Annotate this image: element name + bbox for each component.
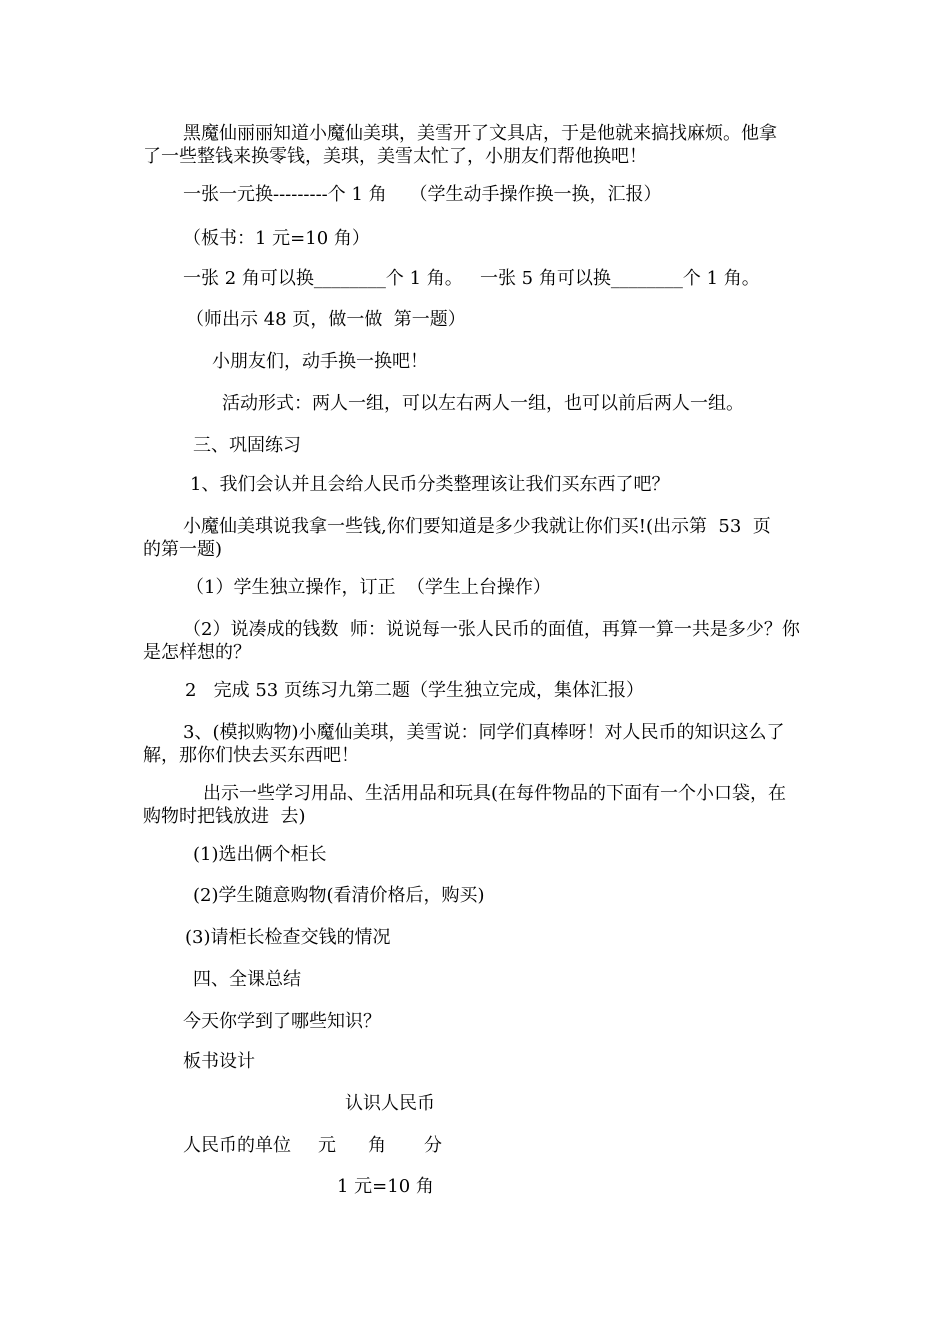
paragraph-meiqi-line-1: 小魔仙美琪说我拿一些钱,你们要知道是多少我就让你们买!(出示第 53 页	[183, 516, 771, 537]
board-unit-yuan: 元	[318, 1135, 336, 1156]
paragraph-show-items-line-2: 购物时把钱放进 去)	[143, 806, 306, 827]
board-equation: 1 元=10 角	[337, 1176, 434, 1197]
section-heading-practice: 三、巩固练习	[193, 435, 301, 456]
paragraph-hands-on: 小朋友们，动手换一换吧！	[212, 351, 428, 372]
board-unit-fen: 分	[424, 1135, 442, 1156]
paragraph-choose-managers: (1)选出俩个柜长	[193, 844, 327, 865]
paragraph-meiqi-line-2: 的第一题)	[143, 539, 223, 560]
paragraph-show-items-line-1: 出示一些学习用品、生活用品和玩具(在每件物品的下面有一个小口袋，在	[203, 783, 787, 804]
section-heading-summary: 四、全课总结	[193, 969, 301, 990]
paragraph-board-design: 板书设计	[183, 1051, 255, 1072]
paragraph-item-2: 2 完成 53 页练习九第二题（学生独立完成，集体汇报）	[185, 680, 644, 701]
paragraph-check-payment: (3)请柜长检查交钱的情况	[185, 927, 391, 948]
paragraph-page-48: （师出示 48 页，做一做 第一题）	[186, 309, 466, 330]
paragraph-step-2-line-1: （2）说凑成的钱数 师：说说每一张人民币的面值，再算一算一共是多少？你	[183, 619, 800, 640]
paragraph-what-learned: 今天你学到了哪些知识？	[183, 1011, 381, 1032]
paragraph-item-3-line-2: 解，那你们快去买东西吧！	[143, 745, 359, 766]
paragraph-item-1: 1、我们会认并且会给人民币分类整理该让我们买东西了吧？	[190, 474, 670, 495]
paragraph-1-line-2: 了一些整钱来换零钱，美琪，美雪太忙了，小朋友们帮他换吧！	[143, 146, 647, 167]
paragraph-board-note: （板书：1 元=10 角）	[183, 228, 370, 249]
paragraph-item-3-line-1: 3、(模拟购物)小魔仙美琪，美雪说：同学们真棒呀！对人民币的知识这么了	[183, 722, 785, 743]
paragraph-exchange-questions: 一张 2 角可以换________个 1 角。 一张 5 角可以换________个 1 角。	[183, 268, 760, 289]
paragraph-1-line-1: 黑魔仙丽丽知道小魔仙美琪，美雪开了文具店，于是他就来搞找麻烦。他拿	[183, 123, 777, 144]
paragraph-step-2-line-2: 是怎样想的？	[143, 642, 251, 663]
paragraph-exchange-one-yuan: 一张一元换---------个 1 角 （学生动手操作换一换，汇报）	[183, 184, 662, 205]
board-title: 认识人民币	[345, 1093, 435, 1114]
board-units-label: 人民币的单位	[183, 1135, 291, 1156]
paragraph-activity-form: 活动形式：两人一组，可以左右两人一组，也可以前后两人一组。	[222, 393, 744, 414]
paragraph-step-1: （1）学生独立操作，订正 （学生上台操作）	[186, 577, 551, 598]
board-unit-jiao: 角	[368, 1135, 386, 1156]
paragraph-free-shopping: (2)学生随意购物(看清价格后，购买)	[193, 885, 485, 906]
